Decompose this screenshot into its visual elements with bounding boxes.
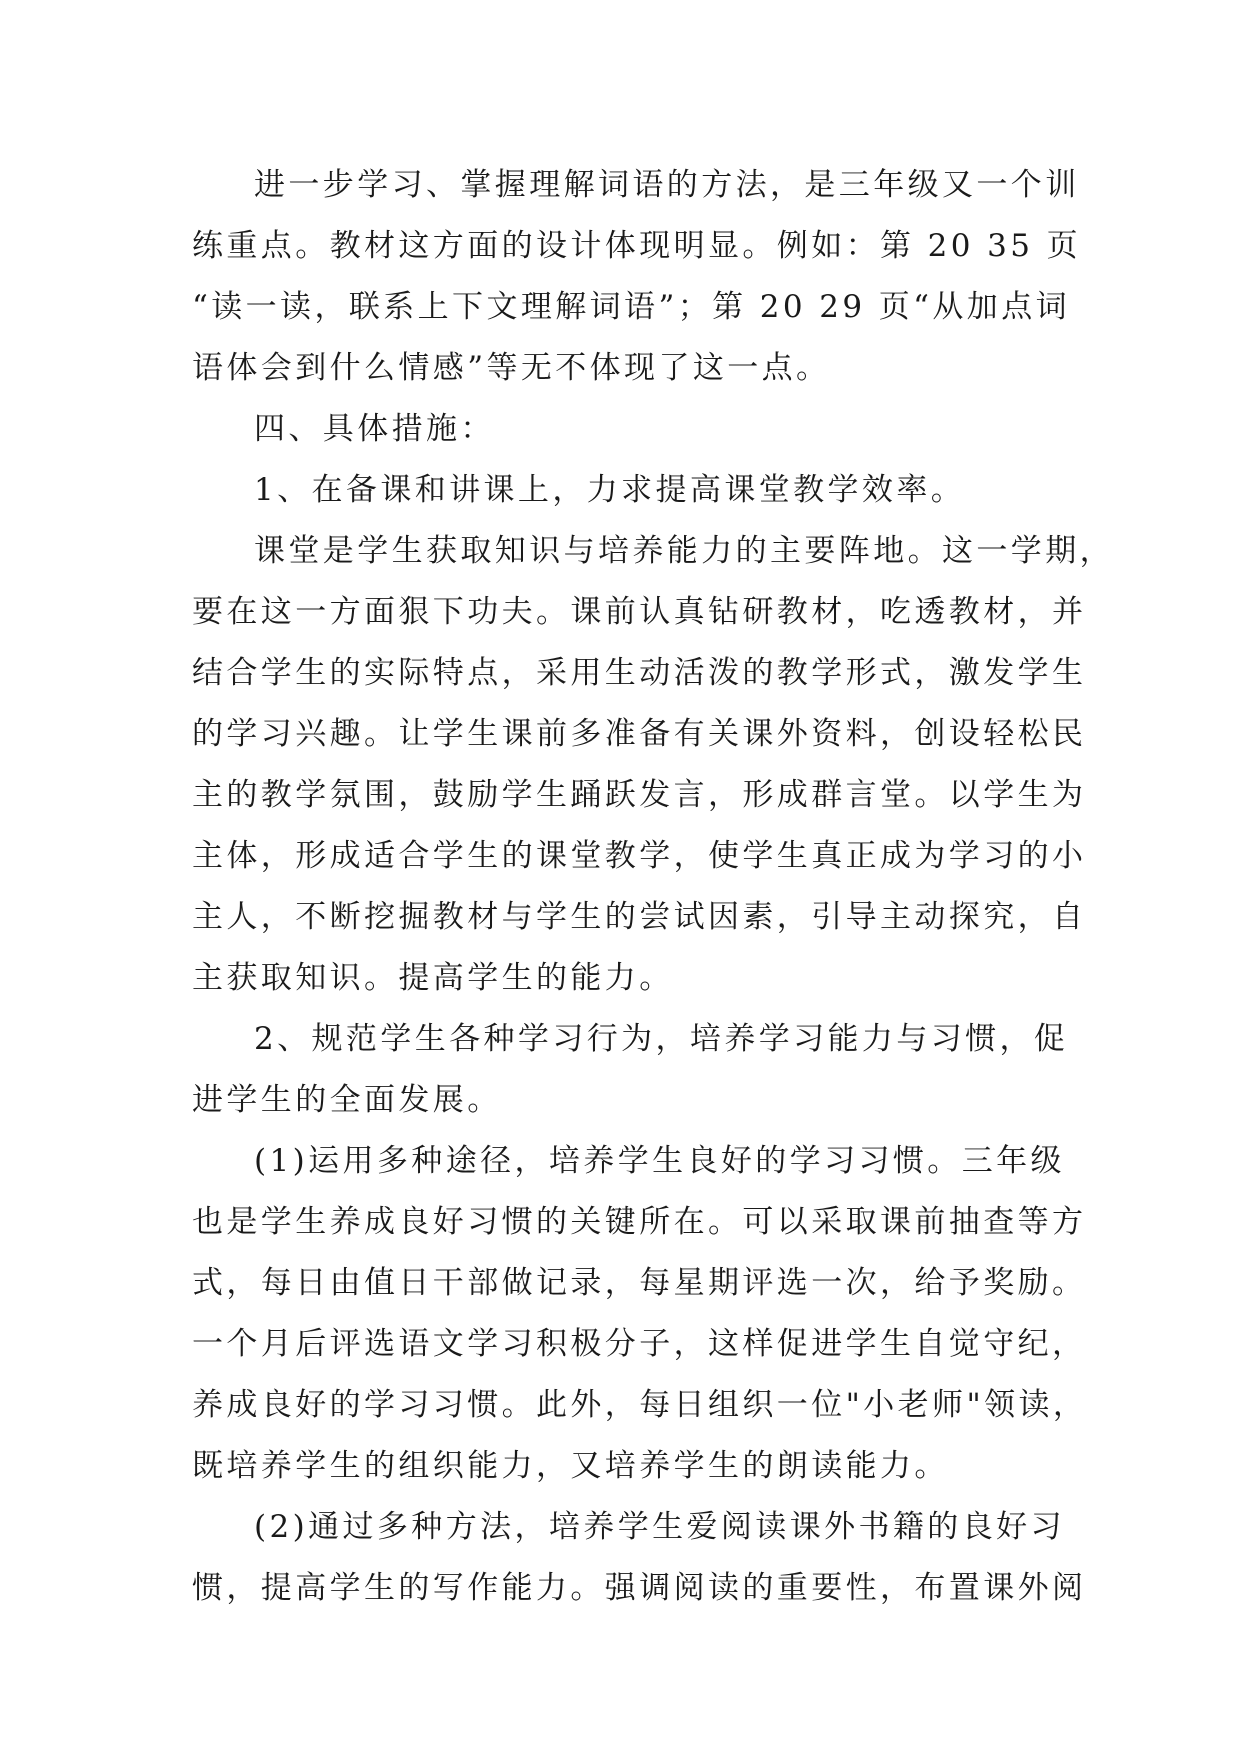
paragraph-line: 主人，不断挖掘教材与学生的尝试因素，引导主动探究，自 (192, 899, 1087, 935)
paragraph-line: 语体会到什么情感”等无不体现了这一点。 (192, 350, 831, 386)
paragraph-line: 进一步学习、掌握理解词语的方法，是三年级又一个训 (254, 167, 1080, 203)
paragraph-line: 也是学生养成良好习惯的关键所在。可以采取课前抽查等方 (192, 1204, 1087, 1240)
paragraph-line: “读一读，联系上下文理解词语”；第 20 29 页“从加点词 (192, 289, 1070, 325)
paragraph-line: 主的教学氛围，鼓励学生踊跃发言，形成群言堂。以学生为 (192, 777, 1087, 813)
paragraph-line: 的学习兴趣。让学生课前多准备有关课外资料，创设轻松民 (192, 716, 1087, 752)
paragraph-line: 既培养学生的组织能力，又培养学生的朗读能力。 (192, 1448, 949, 1484)
paragraph-line: 课堂是学生获取知识与培养能力的主要阵地。这一学期， (254, 533, 1114, 569)
section-heading: 四、具体措施： (254, 411, 495, 447)
subsection-heading: 进学生的全面发展。 (192, 1082, 502, 1118)
paragraph-line: 一个月后评选语文学习积极分子，这样促进学生自觉守纪， (192, 1326, 1087, 1362)
subsection-heading: 1、在备课和讲课上，力求提高课堂教学效率。 (254, 472, 966, 508)
paragraph-line: 主体，形成适合学生的课堂教学，使学生真正成为学习的小 (192, 838, 1087, 874)
paragraph-line: 养成良好的学习习惯。此外，每日组织一位"小老师"领读， (192, 1387, 1088, 1423)
paragraph-line: 结合学生的实际特点，采用生动活泼的教学形式，激发学生 (192, 655, 1087, 691)
paragraph-line: 练重点。教材这方面的设计体现明显。例如：第 20 35 页 (192, 228, 1082, 264)
subsection-heading: 2、规范学生各种学习行为，培养学习能力与习惯，促 (254, 1021, 1069, 1057)
paragraph-line: 主获取知识。提高学生的能力。 (192, 960, 674, 996)
paragraph-line: (1)运用多种途径，培养学生良好的学习习惯。三年级 (254, 1143, 1065, 1179)
paragraph-line: (2)通过多种方法，培养学生爱阅读课外书籍的良好习 (254, 1509, 1065, 1545)
document-body (192, 155, 1114, 1619)
paragraph-line: 惯，提高学生的写作能力。强调阅读的重要性，布置课外阅 (192, 1570, 1087, 1606)
paragraph-line: 要在这一方面狠下功夫。课前认真钻研教材，吃透教材，并 (192, 594, 1087, 630)
paragraph-line: 式，每日由值日干部做记录，每星期评选一次，给予奖励。 (192, 1265, 1087, 1301)
